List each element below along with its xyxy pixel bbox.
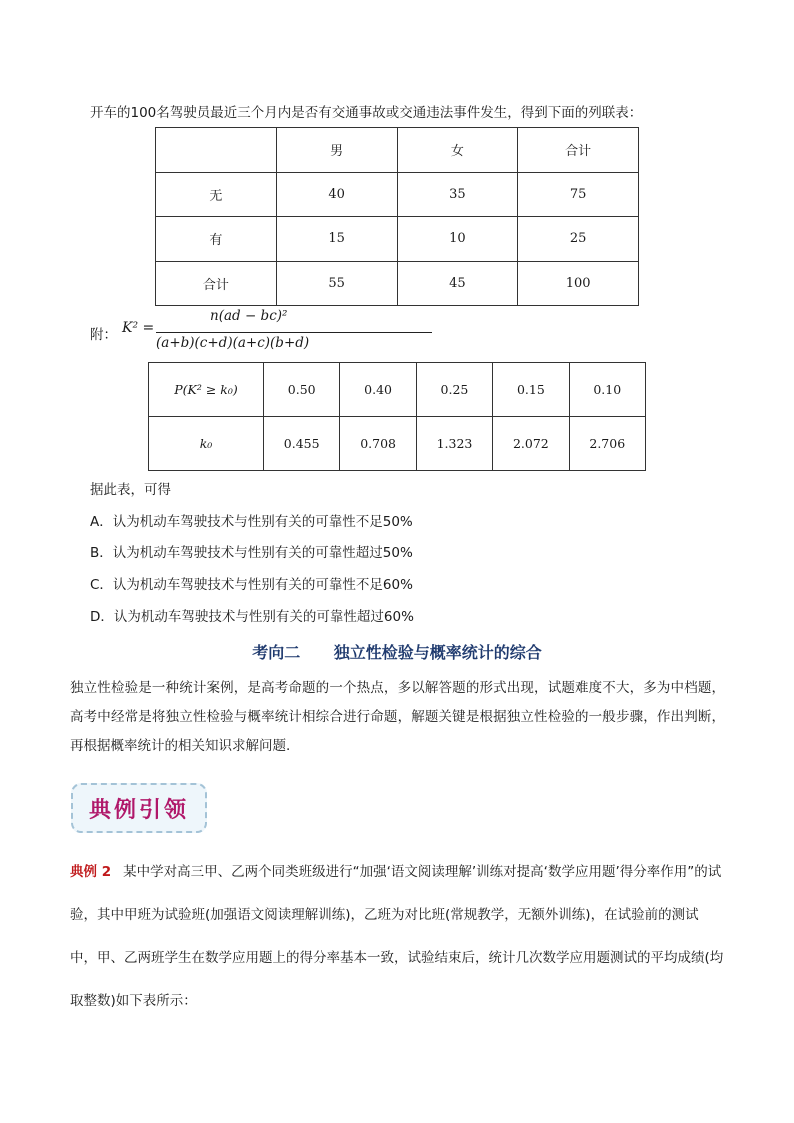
formula-numerator: n(ad − bc)² [210,308,288,324]
row-label: 合计 [156,261,277,306]
table-cell: 2.706 [569,417,645,471]
table-cell: 25 [518,217,639,262]
table-cell: 40 [276,172,397,217]
section-paragraph: 独立性检验是一种统计案例，是高考命题的一个热点，多以解答题的形式出现，试题难度不大，多为中档题，高考中经常是将独立性检验与概率统计相综合进行命题，解题关键是根据独立性检验的一般步骤，作出判断，再根据概率统计的相关知识求解问题. [70,680,725,754]
option-b: B．认为机动车驾驶技术与性别有关的可靠性超过50% [90,545,413,561]
table-cell: 2.072 [493,417,569,471]
table-row [149,363,646,417]
section-title: 独立性检验与概率统计的综合 [333,643,542,662]
table-cell: 75 [518,172,639,217]
table-cell: 0.455 [264,417,340,471]
header-cell [156,128,277,173]
header-cell: 男 [276,128,397,173]
table-cell: 10 [397,217,518,262]
table-row [156,217,639,262]
row-label: 有 [156,217,277,262]
formula-lhs: K² = [122,320,155,336]
header-cell: 女 [397,128,518,173]
table-cell: 0.50 [264,363,340,417]
table-row [156,261,639,306]
table-cell: 1.323 [416,417,492,471]
contingency-table [155,127,639,306]
option-d: D．认为机动车驾驶技术与性别有关的可靠性超过60% [90,609,414,625]
table-cell: 100 [518,261,639,306]
table-row [149,417,646,471]
critical-value-table [148,362,646,471]
table-cell: 35 [397,172,518,217]
row-label: P(K² ≥ k₀) [149,363,264,417]
formula-label: 附： [90,327,117,343]
header-cell: 合计 [518,128,639,173]
table-cell: 0.15 [493,363,569,417]
table-cell: 0.708 [340,417,416,471]
intro-text: 开车的100名驾驶员最近三个月内是否有交通事故或交通违法事件发生，得到下面的列联表： [90,105,643,121]
badge-label: 典例引领 [88,796,189,823]
example-tag: 典例 2 [70,864,112,880]
table-cell: 0.40 [340,363,416,417]
table-cell: 0.25 [416,363,492,417]
section-number: 考向二 [252,643,301,662]
k-squared-formula [90,306,350,354]
table-cell: 55 [276,261,397,306]
table-cell: 15 [276,217,397,262]
fraction-bar [156,332,432,333]
section-heading [0,640,794,663]
row-label: 无 [156,172,277,217]
option-c: C．认为机动车驾驶技术与性别有关的可靠性不足60% [90,577,413,593]
example-badge [71,783,207,833]
example-text: 某中学对高三甲、乙两个同类班级进行“加强‘语文阅读理解’训练对提高‘数学应用题’得分率作用”的试验，其中甲班为试验班(加强语文阅读理解训练)，乙班为对比班(常规教学，无额外训练)，在试验前的测试中，甲、乙两班学生在数学应用题上的得分率基本一致，试验结束后，统计几次数学应用题测试的平均成绩(均取整数)如下表所示： [70,864,724,1009]
table-cell: 45 [397,261,518,306]
table-cell: 0.10 [569,363,645,417]
table-header-row [156,128,639,173]
table-row [156,172,639,217]
question-stem: 据此表，可得 [90,482,171,498]
formula-denominator: (a+b)(c+d)(a+c)(b+d) [156,335,310,351]
example-problem [70,851,725,1023]
row-label: k₀ [149,417,264,471]
option-a: A．认为机动车驾驶技术与性别有关的可靠性不足50% [90,514,413,530]
